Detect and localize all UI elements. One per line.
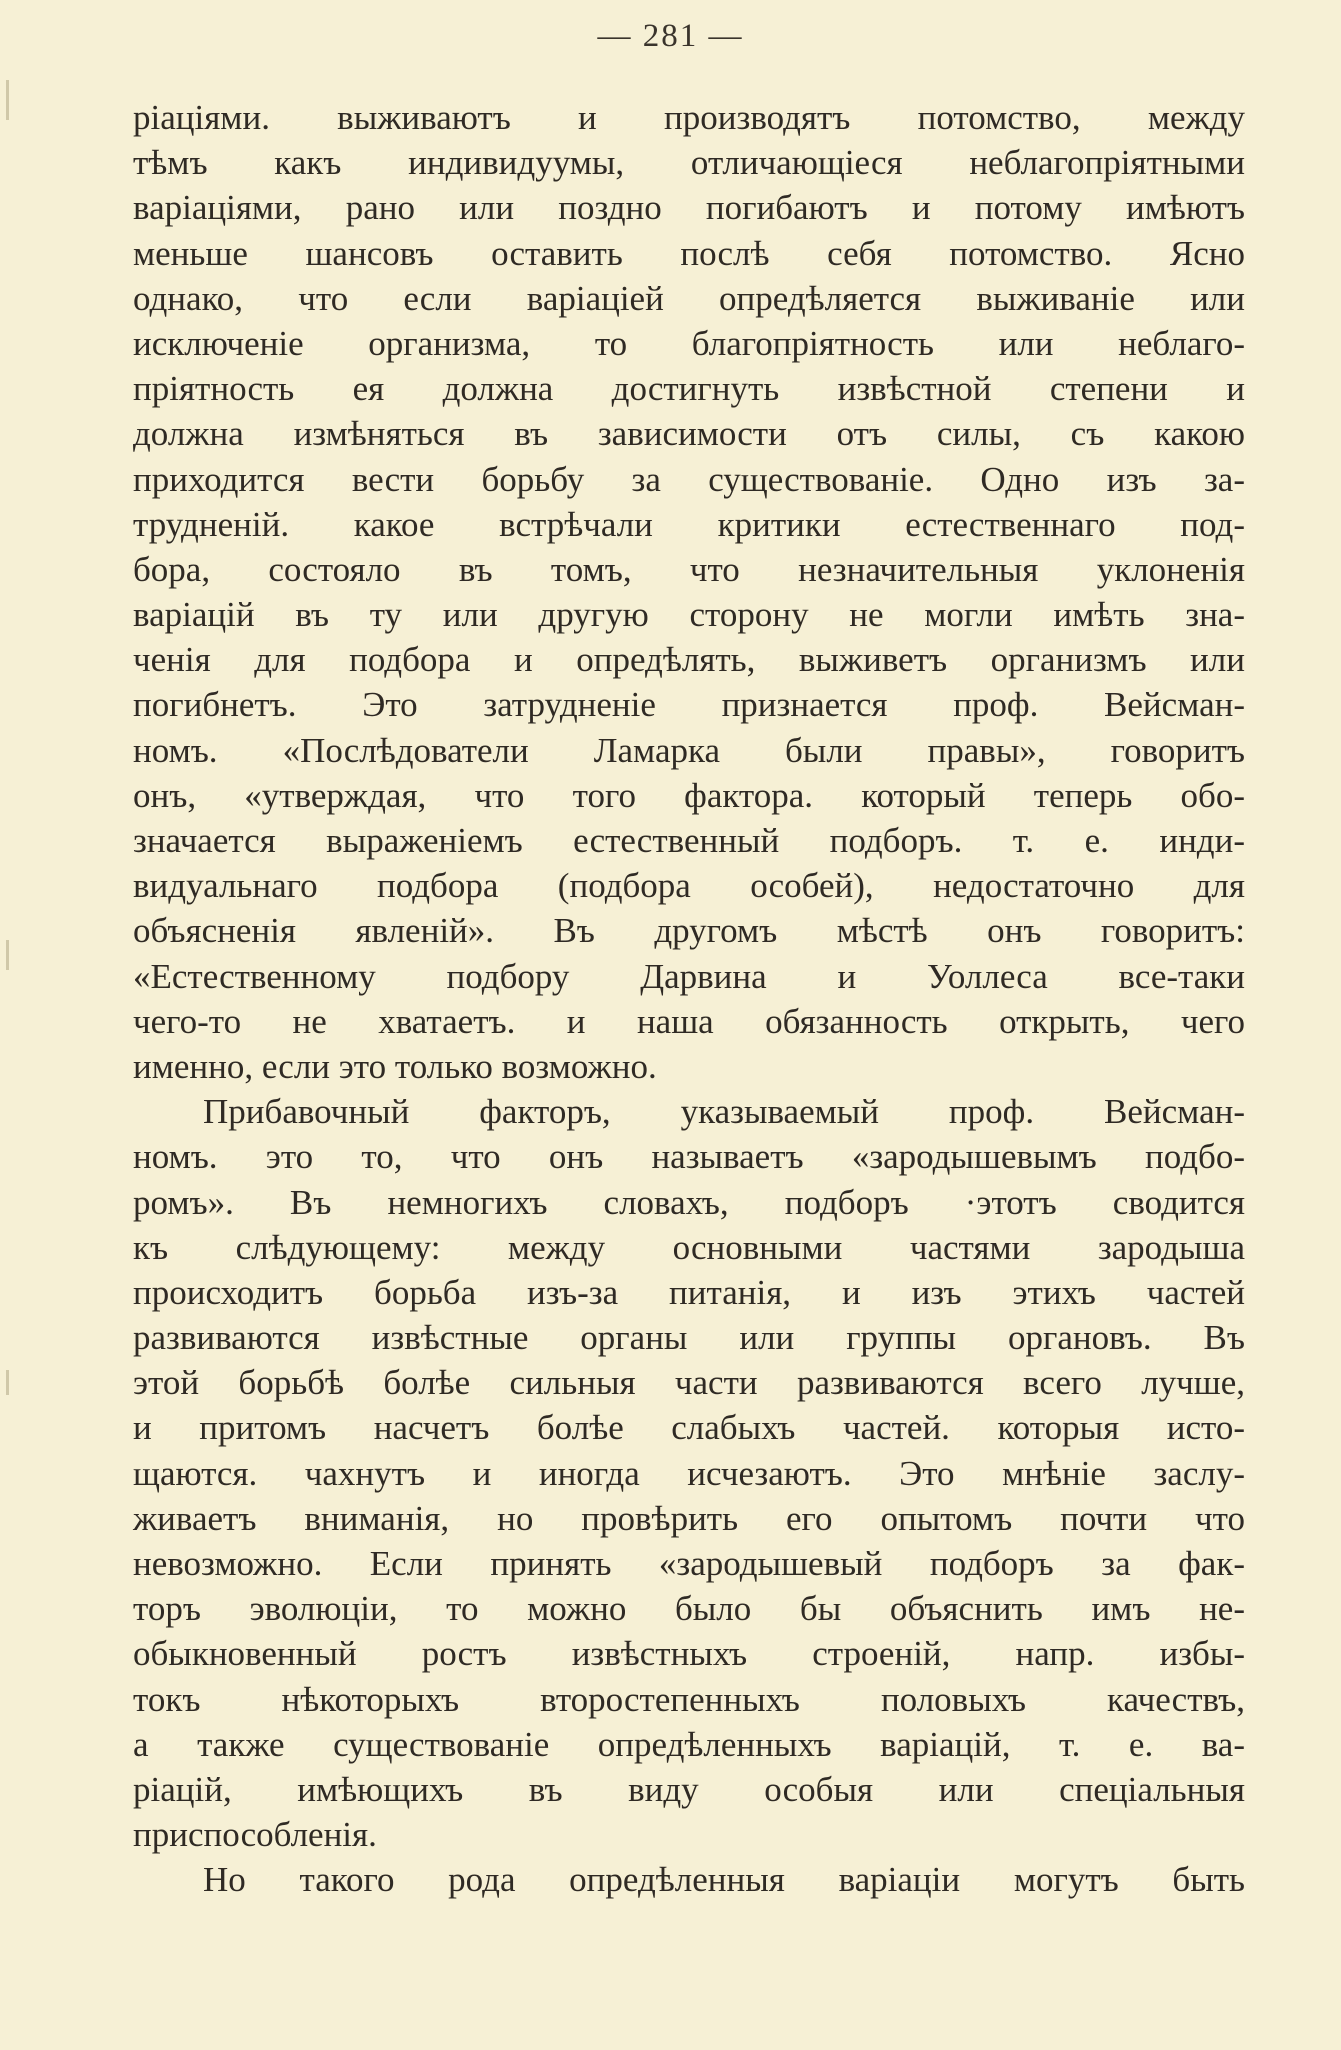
text-line: Прибавочный факторъ, указываемый проф. Вейсман- [203,1092,1245,1132]
text-line: обыкновенный ростъ извѣстныхъ строеній, напр. избы- [133,1634,1245,1674]
text-line: варіаціями, рано или поздно погибаютъ и потому имѣютъ [133,188,1245,228]
page-edge-mark [6,1370,9,1395]
text-line: погибнетъ. Это затрудненіе признается проф. Вейсман- [133,685,1245,725]
text-line: ріацій, имѣющихъ въ виду особыя или спеціальныя [133,1769,1245,1809]
text-line: невозможно. Если принять «зародышевый подборъ за фак- [133,1544,1245,1583]
text-line: къ слѣдующему: между основными частями зародыша [133,1227,1245,1267]
text-line: приспособленія. [133,1815,377,1855]
text-line: бора, состояло въ томъ, что незначительныя уклоненія [133,549,1245,589]
text-line: и притомъ насчетъ болѣе слабыхъ частей. которыя исто- [133,1408,1245,1448]
text-line: меньше шансовъ оставить послѣ себя потомство. Ясно [133,233,1245,273]
text-line: Но такого рода опредѣленныя варіаціи могутъ быть [203,1860,1245,1900]
text-line: тѣмъ какъ индивидуумы, отличающіеся неблагопріятными [133,143,1245,183]
text-line: ченія для подбора и опредѣлять, выживетъ организмъ или [133,640,1245,680]
text-line: чего-то не хватаетъ. и наша обязанность открыть, чего [133,1001,1245,1041]
text-line: номъ. «Послѣдователи Ламарка были правы», говоритъ [133,730,1245,770]
body-text [133,95,1245,1903]
page-edge-mark [6,940,9,970]
text-line: этой борьбѣ болѣе сильныя части развиваются всего лучше, [133,1363,1245,1403]
text-line: должна измѣняться въ зависимости отъ силы, съ какою [133,414,1245,454]
text-line: живаетъ вниманія, но провѣрить его опытомъ почти что [133,1498,1245,1538]
text-line: номъ. это то, что онъ называетъ «зародышевымъ подбо- [133,1137,1245,1177]
text-line: развиваются извѣстные органы или группы органовъ. Въ [133,1318,1245,1358]
text-line: трудненій. какое встрѣчали критики естественнаго под- [133,504,1245,544]
text-line: торъ эволюціи, то можно было бы объяснить имъ не- [133,1589,1245,1629]
text-line: а также существованіе опредѣленныхъ варіацій, т. е. ва- [133,1724,1245,1764]
text-line: токъ нѣкоторыхъ второстепенныхъ половыхъ качествъ, [133,1679,1245,1719]
page-edge-mark [6,80,9,120]
text-line: видуальнаго подбора (подбора особей), недостаточно для [133,866,1245,906]
text-line: пріятность ея должна достигнуть извѣстной степени и [133,369,1245,409]
text-line: именно, если это только возможно. [133,1046,657,1086]
text-line: щаются. чахнутъ и иногда исчезаютъ. Это мнѣніе заслу- [133,1453,1245,1493]
text-line: онъ, «утверждая, что того фактора. который теперь обо- [133,775,1245,815]
text-line: «Естественному подбору Дарвина и Уоллеса все-таки [133,956,1245,996]
text-line: варіацій въ ту или другую сторону не могли имѣть зна- [133,595,1245,635]
text-line: происходитъ борьба изъ-за питанія, и изъ этихъ частей [133,1272,1245,1312]
text-line: однако, что если варіаціей опредѣляется выживаніе или [133,278,1245,318]
text-line: ромъ». Въ немногихъ словахъ, подборъ ·этотъ сводится [133,1182,1245,1222]
text-line: объясненія явленій». Въ другомъ мѣстѣ онъ говоритъ: [133,911,1245,951]
text-line: исключеніе организма, то благопріятность или неблаго- [133,323,1245,363]
page-number: — 281 — [597,18,744,54]
text-line: значается выраженіемъ естественный подборъ. т. е. инди- [133,821,1245,860]
text-line: приходится вести борьбу за существованіе. Одно изъ за- [133,459,1245,499]
text-line: ріаціями. выживаютъ и производятъ потомство, между [133,98,1245,137]
